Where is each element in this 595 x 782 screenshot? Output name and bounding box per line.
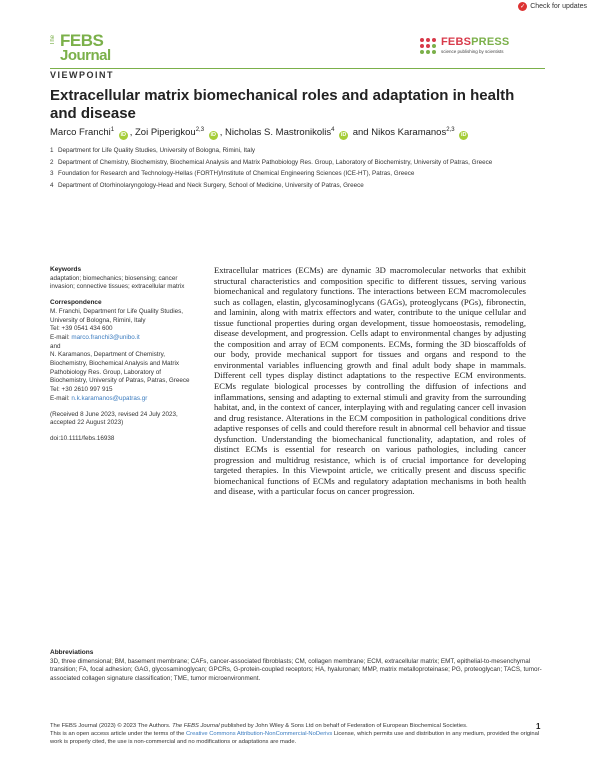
check-for-updates-badge[interactable]	[518, 2, 587, 11]
affiliation-text: Department for Life Quality Studies, University of Bologna, Rimini, Italy	[58, 147, 256, 154]
journal-logo-journal: Journal	[60, 47, 111, 64]
author-affil-sup: 2,3	[195, 127, 205, 133]
press-logo-press: PRESS	[471, 36, 510, 48]
press-logo-febs: FEBS	[441, 36, 472, 48]
affiliation-number: 3	[50, 170, 54, 177]
author-list	[50, 127, 550, 140]
correspondence-2-email-link[interactable]: n.k.karamanos@upatras.gr	[71, 394, 148, 402]
doi[interactable]: doi:10.1111/febs.16938	[50, 434, 115, 442]
abbreviations-heading: Abbreviations	[50, 649, 94, 656]
correspondence-and: and	[50, 342, 61, 350]
keywords-heading: Keywords	[50, 266, 82, 273]
abstract-text: Extracellular matrices (ECMs) are dynamic 3D macromolecular networks that exhibit structural characteristics and composition specific to different tissues, serving various biomechanical and regulatory functions. The interactions between ECM macromolecules such as collagen, elastin, glycosaminoglycans (GAGs), proteoglycans (PGs), fibronectin, and laminin, along with matrix effectors and water, contribute to the unique cellular and tissue functional properties during organ development, tissue homoeostasis, remodeling, disease development, and progression. Cells adapt to environmental changes by adjusting the composition and array of ECM components. ECMs, forming the 3D bioscaffolds of our body, provide mechanical support for tissues and organs and respond to the environmental variables influencing growth and final adult body shape in mammals. Different cell types display distinct adaptations to the respective ECM environments. ECMs regulate biological processes by controlling the diffusion of infections and inflammations, sensing and adapting to external stimuli and gravity from the surrounding habitat, and, in the context of cancer, interplaying with and regulating cancer cell invasion and drug resistance. Alterations in the ECM composition in pathological conditions drive adaptive responses of cells and could therefore result in abnormal cell behavior and tissue dysfunction. Understanding the biomechanical functionality, adaptation, and roles of distinct ECMs is essential for research on various pathologies, including cancer progression and multidrug resistance, which is of crucial importance for developing targeted therapies. In this Viewpoint article, we critically present and discuss specific biomechanical functions of ECMs and regulatory adaptation mechanisms in both health and disease, with a particular focus on cancer progression.	[214, 265, 526, 497]
press-logo-tagline: science publishing by scientists	[441, 49, 504, 54]
footer-license-intro: This is an open access article under the terms of the	[50, 731, 185, 737]
author-separator: ,	[129, 127, 133, 139]
footer-publisher: published by John Wiley & Sons Ltd on behalf of Federation of European Biochemical Societies.	[221, 723, 468, 729]
license-link[interactable]: Creative Commons Attribution-NonCommercial-NoDerivs	[186, 731, 333, 737]
affiliation-text: Department of Chemistry, Biochemistry, Biochemical Analysis and Matrix Pathobiology Res. Group, Laboratory of Biochemistry, University of Patras, Greece	[58, 158, 493, 166]
article-sidebar	[50, 266, 200, 444]
email-label: E-mail:	[50, 394, 70, 402]
footer-copyright: The FEBS Journal (2023) © 2023 The Authors.	[50, 723, 171, 729]
affiliations	[50, 146, 550, 192]
footer-journal-name: The FEBS Journal	[172, 723, 220, 729]
author-and: and	[352, 127, 369, 139]
article-type: VIEWPOINT	[50, 70, 115, 80]
page-number: 1	[536, 722, 541, 731]
febs-press-mark-icon	[418, 36, 438, 56]
journal-logo-the: The	[50, 35, 56, 46]
author-name: Zoi Piperigkou	[134, 127, 196, 139]
febs-press-logo	[418, 34, 548, 64]
author-name: Nicholas S. Mastronikolis	[224, 127, 332, 139]
correspondence-1-email-link[interactable]: marco.franchi3@unibo.it	[71, 333, 140, 341]
affiliation-item	[50, 146, 550, 155]
page-footer	[50, 722, 550, 746]
abbreviations	[50, 649, 550, 684]
author-affil-sup: 4	[331, 127, 335, 133]
check-for-updates-label: Check for updates	[530, 3, 587, 10]
orcid-icon[interactable]: iD	[120, 132, 126, 139]
affiliation-item	[50, 169, 550, 178]
email-label: E-mail:	[50, 333, 70, 341]
abbreviations-text: 3D, three dimensional; BM, basement membrane; CAFs, cancer-associated fibroblasts; CM, collagen membrane; ECM, extracellular matrix; EMT, epithelial-to-mesenchymal transition; FA, focal adhesion; GAG, glycosaminoglycan; GPCRs, G-protein-coupled receptors; HA, hyaluronan; MMP, matrix metalloproteinase; PG, proteoglycan; TACS, tumor-associated collagen signature classification; TME, tumor microenvironment.	[50, 657, 542, 683]
correspondence-2: N. Karamanos, Department of Chemistry, Biochemistry, Biochemical Analysis and Matrix Pathobiology Res. Group, Laboratory of Biochemistry, University of Patras, Patras, Greece	[50, 351, 190, 385]
author-affil-sup: 1	[110, 127, 115, 133]
correspondence-1-tel: Tel: +39 0541 434 600	[50, 325, 113, 333]
affiliation-number: 2	[50, 158, 54, 166]
affiliation-item	[50, 181, 550, 190]
journal-logo-febs: FEBS	[60, 31, 104, 50]
orcid-icon[interactable]: iD	[460, 132, 467, 139]
affiliation-text: Department of Otorhinolaryngology-Head and Neck Surgery, School of Medicine, University of Patras, Greece	[58, 181, 364, 189]
correspondence-2-tel: Tel: +30 2610 997 915	[50, 386, 113, 394]
article-title: Extracellular matrix biomechanical roles and adaptation in health and disease	[50, 87, 515, 122]
author-name: Nikos Karamanos	[371, 127, 447, 139]
journal-logo	[50, 31, 111, 69]
author-separator: ,	[219, 127, 223, 139]
received-dates: (Received 8 June 2023, revised 24 July 2023, accepted 22 August 2023)	[50, 410, 178, 427]
affiliation-number: 1	[50, 147, 54, 154]
orcid-icon[interactable]: iD	[340, 132, 347, 139]
check-updates-icon: ✓	[520, 4, 526, 10]
correspondence-heading: Correspondence	[50, 299, 102, 307]
correspondence-1: M. Franchi, Department for Life Quality Studies, University of Bologna, Rimini, Italy	[50, 307, 183, 324]
author-affil-sup: 2,3	[446, 127, 455, 133]
author-name: Marco Franchi	[50, 127, 111, 139]
affiliation-item	[50, 158, 550, 167]
orcid-icon[interactable]: iD	[210, 132, 216, 139]
affiliation-text: Foundation for Research and Technology-Hellas (FORTH)/Institute of Chemical Engineering Sciences (ICE-HT), Patras, Greece	[58, 170, 415, 177]
header-rule	[50, 68, 545, 69]
affiliation-number: 4	[50, 181, 54, 189]
keywords-list: adaptation; biomechanics; biosensing; cancer invasion; connective tissues; extracellular matrix	[50, 274, 185, 291]
footer-license-terms: License, which permits use and distribution in any medium, provided the original work is properly cited, the use is non-commercial and no modifications or adaptations are made.	[50, 731, 540, 745]
